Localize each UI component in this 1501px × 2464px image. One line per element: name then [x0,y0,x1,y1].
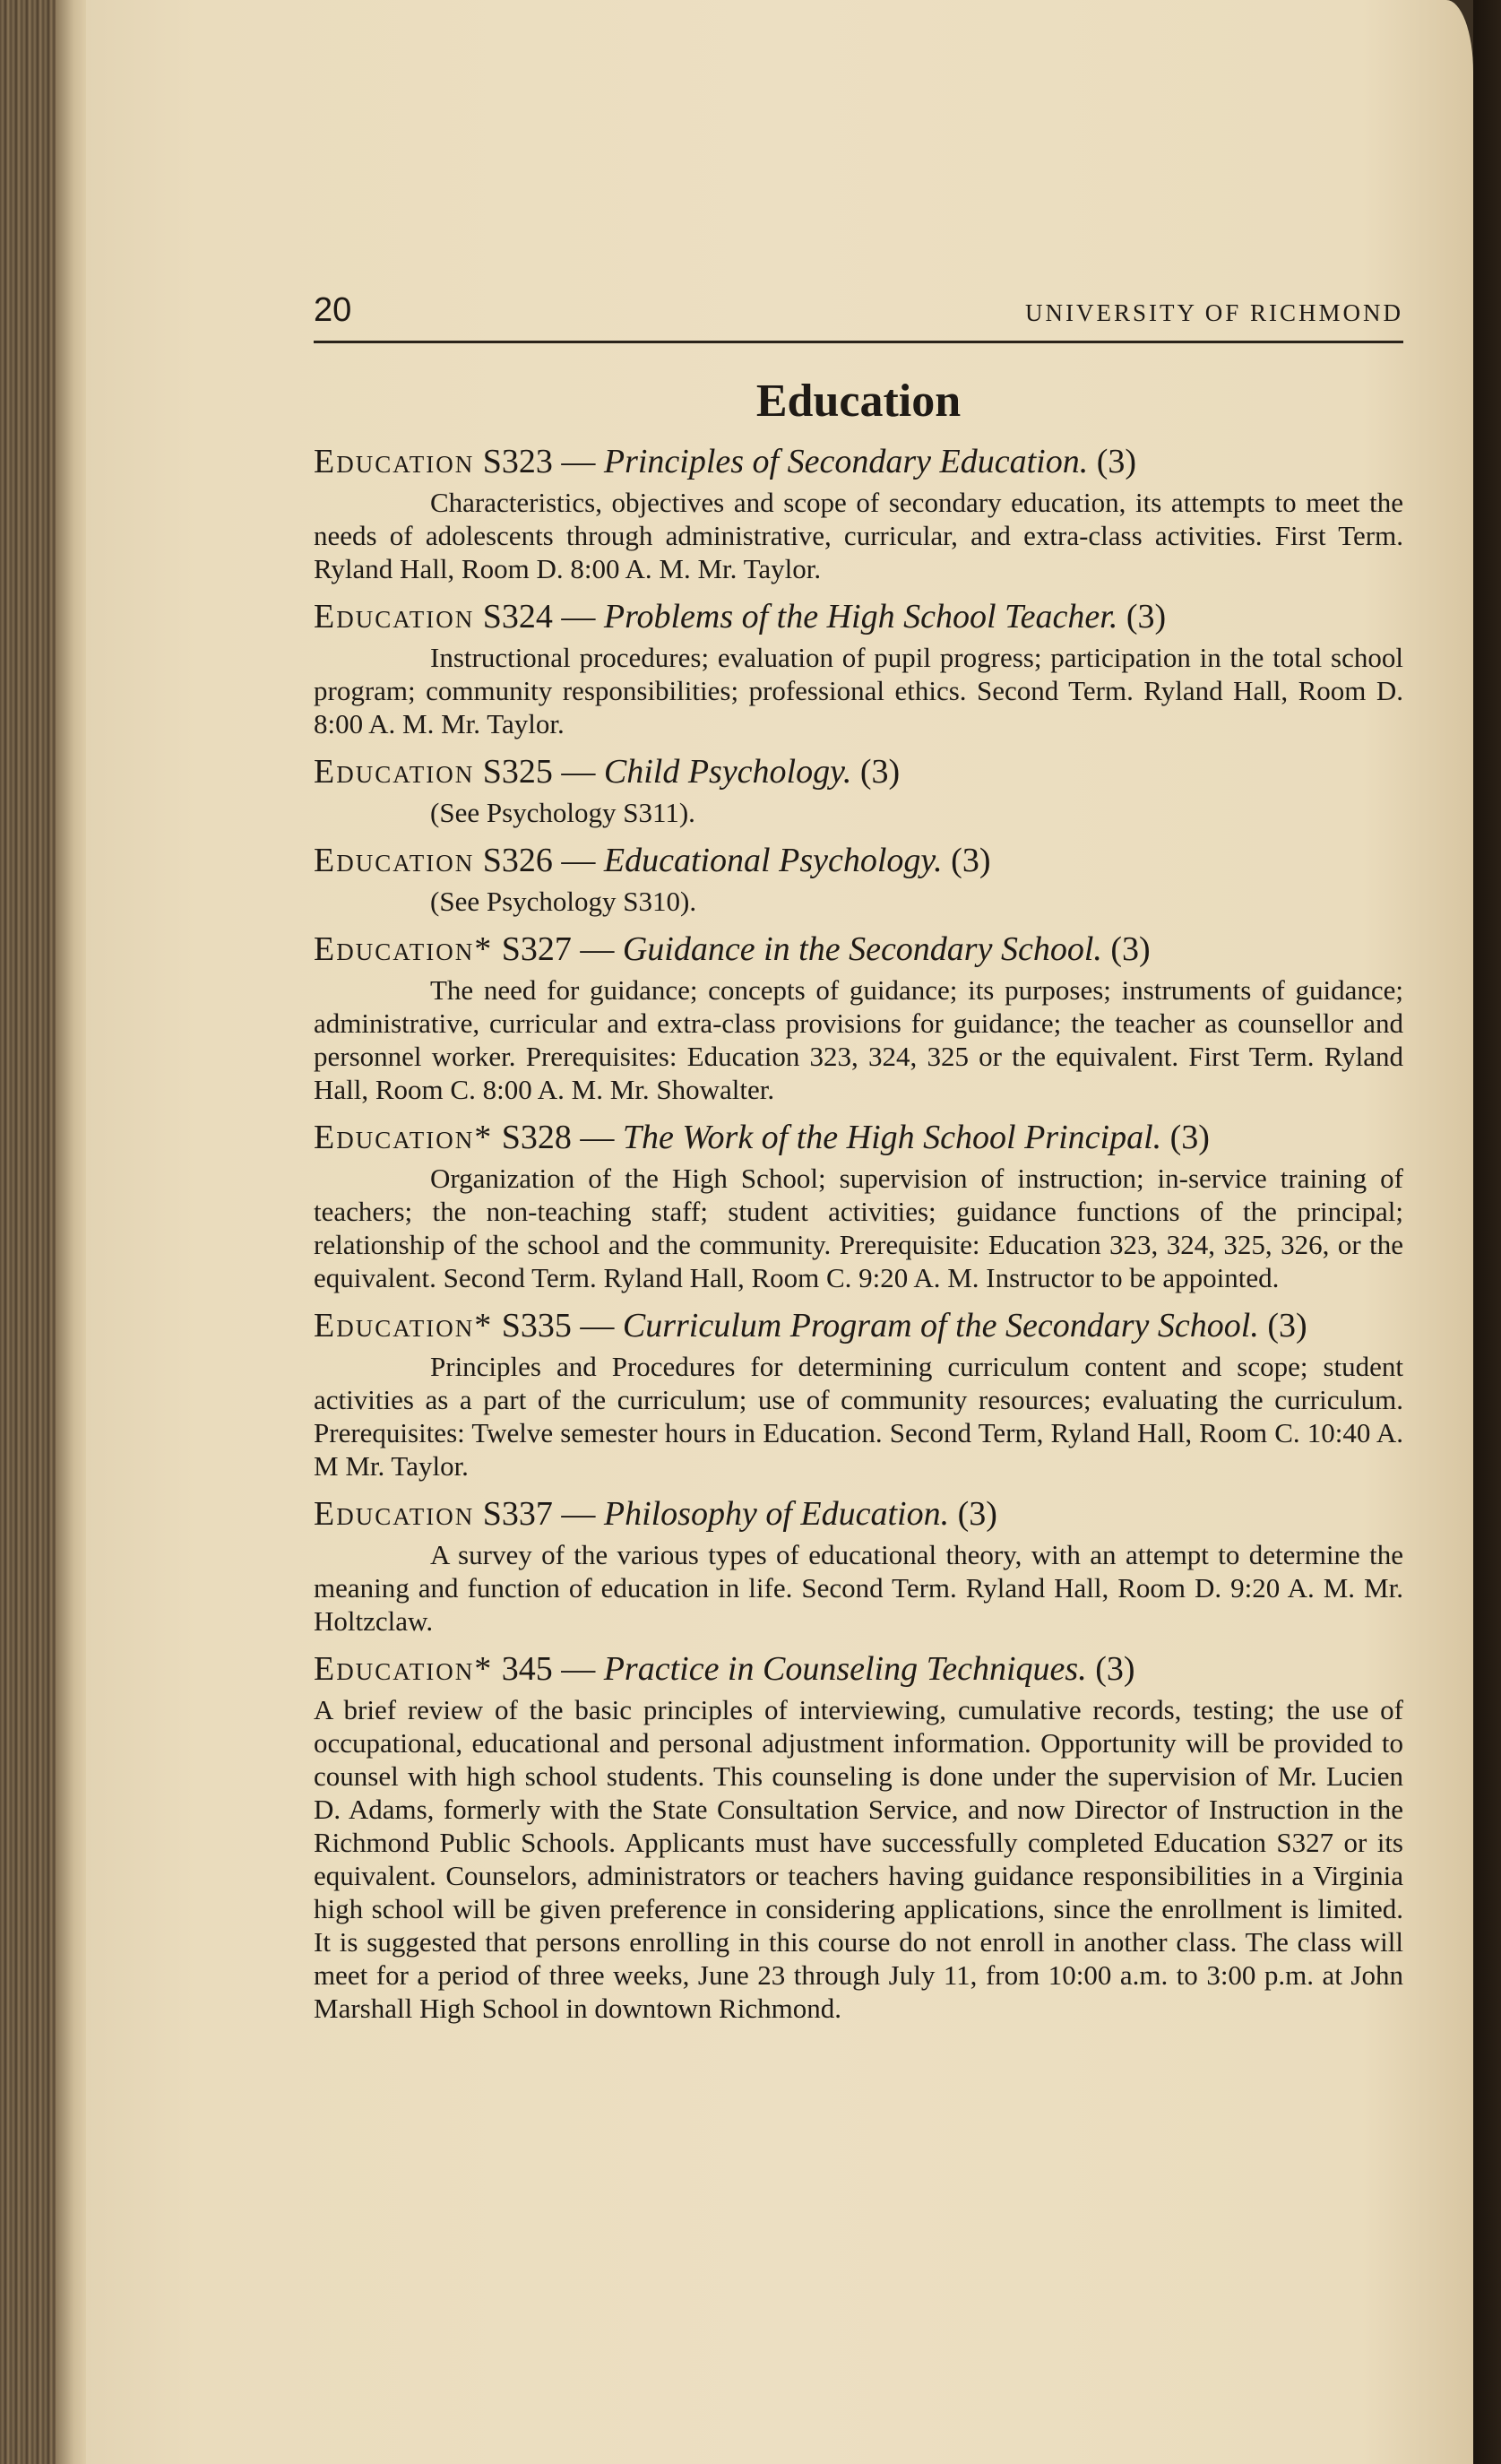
course-entry [314,1491,1403,1638]
course-heading: Education* 345 — Practice in Counseling Techniques. (3) [314,1650,1135,1689]
course-entry [314,594,1403,740]
course-description: Characteristics, objectives and scope of secondary education, its attempts to meet the needs of adolescents through administrative, curricular, and extra-class activities. First Term. Ryland Hall, Room D. 8:00 A. M. Mr. Taylor. [314,487,1403,585]
page-content [314,291,1403,2034]
course-list [314,439,1403,2025]
course-entry [314,1115,1403,1294]
page-number: 20 [314,291,352,329]
course-credits: (3) [1169,1119,1210,1157]
course-number: S335 [501,1307,572,1345]
course-dept: Education* [314,930,494,969]
course-dept: Education* [314,1307,494,1345]
course-dept: Education [314,1495,475,1534]
page-header [314,291,1403,343]
course-number: S324 [482,598,553,636]
course-description: Organization of the High School; supervision of instruction; in-service training of teachers; the non-teaching staff; student activities; guidance functions of the principal; relationship of the school and the community. Prerequisite: Education 323, 324, 325, 326, or the equivalent. Second Term. Ryland Hall, Room C. 9:20 A. M. Instructor to be appointed. [314,1163,1403,1294]
course-dept: Education* [314,1119,494,1157]
course-description: Instructional procedures; evaluation of pupil progress; participation in the total school program; community responsibilities; professional ethics. Second Term. Ryland Hall, Room D. 8:00 A. M. Mr. Taylor. [314,642,1403,740]
course-number: S328 [501,1119,572,1157]
page-gutter [56,0,86,2464]
course-dept: Education [314,598,475,636]
course-entry [314,749,1403,829]
course-heading: Education* S328 — The Work of the High School Principal. (3) [314,1119,1210,1157]
course-title: Curriculum Program of the Secondary School. [622,1307,1259,1345]
course-credits: (3) [951,842,991,880]
course-heading: Education S325 — Child Psychology. (3) [314,753,901,791]
course-title: Educational Psychology. [603,842,943,880]
book-spine [0,0,56,2464]
course-credits: (3) [1126,598,1167,636]
course-entry [314,1303,1403,1483]
course-entry [314,927,1403,1106]
course-credits: (3) [1095,1650,1135,1689]
course-dept: Education [314,753,475,791]
course-description: A survey of the various types of educational theory, with an attempt to determine the meaning and function of education in life. Second Term. Ryland Hall, Room D. 9:20 A. M. Mr. Holtzclaw. [314,1539,1403,1638]
course-credits: (3) [1110,930,1151,969]
course-description: A brief review of the basic principles of interviewing, cumulative records, testing; the use of occupational, educational and personal adjustment information. Opportunity will be provided to counsel with high school students. This counseling is done under the supervision of Mr. Lucien D. Adams, formerly with the State Consultation Service, and now Director of Instruction in the Richmond Public Schools. Applicants must have successfully completed Education S327 or its equivalent. Counselors, administrators or teachers having guidance responsibilities in a Virginia high school will be given preference in considering applications, since the enrollment is limited. It is suggested that persons enrolling in this course do not enroll in another class. The class will meet for a period of three weeks, June 23 through July 11, from 10:00 a.m. to 3:00 p.m. at John Marshall High School in downtown Richmond. [314,1694,1403,2025]
course-dept: Education* [314,1650,494,1689]
course-title: Child Psychology. [603,753,852,791]
course-number: S326 [482,842,553,880]
course-dept: Education [314,842,475,880]
course-credits: (3) [1096,443,1137,481]
course-heading: Education* S335 — Curriculum Program of the Secondary School. (3) [314,1307,1307,1345]
course-dept: Education [314,443,475,481]
course-entry [314,439,1403,585]
course-number: S337 [482,1495,553,1534]
course-credits: (3) [1267,1307,1307,1345]
course-title: The Work of the High School Principal. [622,1119,1162,1157]
course-heading: Education S326 — Educational Psychology. (3) [314,842,991,880]
course-credits: (3) [859,753,901,791]
course-title: Practice in Counseling Techniques. [603,1650,1087,1689]
page-edge [1473,0,1501,2464]
course-title: Guidance in the Secondary School. [622,930,1102,969]
course-description: (See Psychology S310). [430,886,697,918]
running-head: UNIVERSITY OF RICHMOND [1024,299,1403,326]
course-title: Problems of the High School Teacher. [603,598,1118,636]
course-entry [314,838,1403,918]
course-title: Principles of Secondary Education. [603,443,1089,481]
course-description: (See Psychology S311). [430,797,695,829]
course-title: Philosophy of Education. [603,1495,950,1534]
course-heading: Education S337 — Philosophy of Education. (3) [314,1495,997,1534]
course-number: S325 [482,753,553,791]
course-description: Principles and Procedures for determining curriculum content and scope; student activities as a part of the curriculum; use of community resources; evaluating the curriculum. Prerequisites: Twelve semester hours in Education. Second Term, Ryland Hall, Room C. 10:40 A. M Mr. Taylor. [314,1351,1403,1483]
course-credits: (3) [957,1495,997,1534]
section-title: Education [755,376,962,427]
course-number: S323 [482,443,553,481]
course-number: S327 [501,930,572,969]
course-heading: Education S324 — Problems of the High School Teacher. (3) [314,598,1167,636]
course-description: The need for guidance; concepts of guidance; its purposes; instruments of guidance; administrative, curricular and extra-class provisions for guidance; the teacher as counsellor and personnel worker. Prerequisites: Education 323, 324, 325 or the equivalent. First Term. Ryland Hall, Room C. 8:00 A. M. Mr. Showalter. [314,974,1403,1106]
course-heading: Education S323 — Principles of Secondary Education. (3) [314,443,1137,481]
course-entry [314,1647,1403,2025]
course-number: 345 [501,1650,553,1689]
course-heading: Education* S327 — Guidance in the Secondary School. (3) [314,930,1151,969]
